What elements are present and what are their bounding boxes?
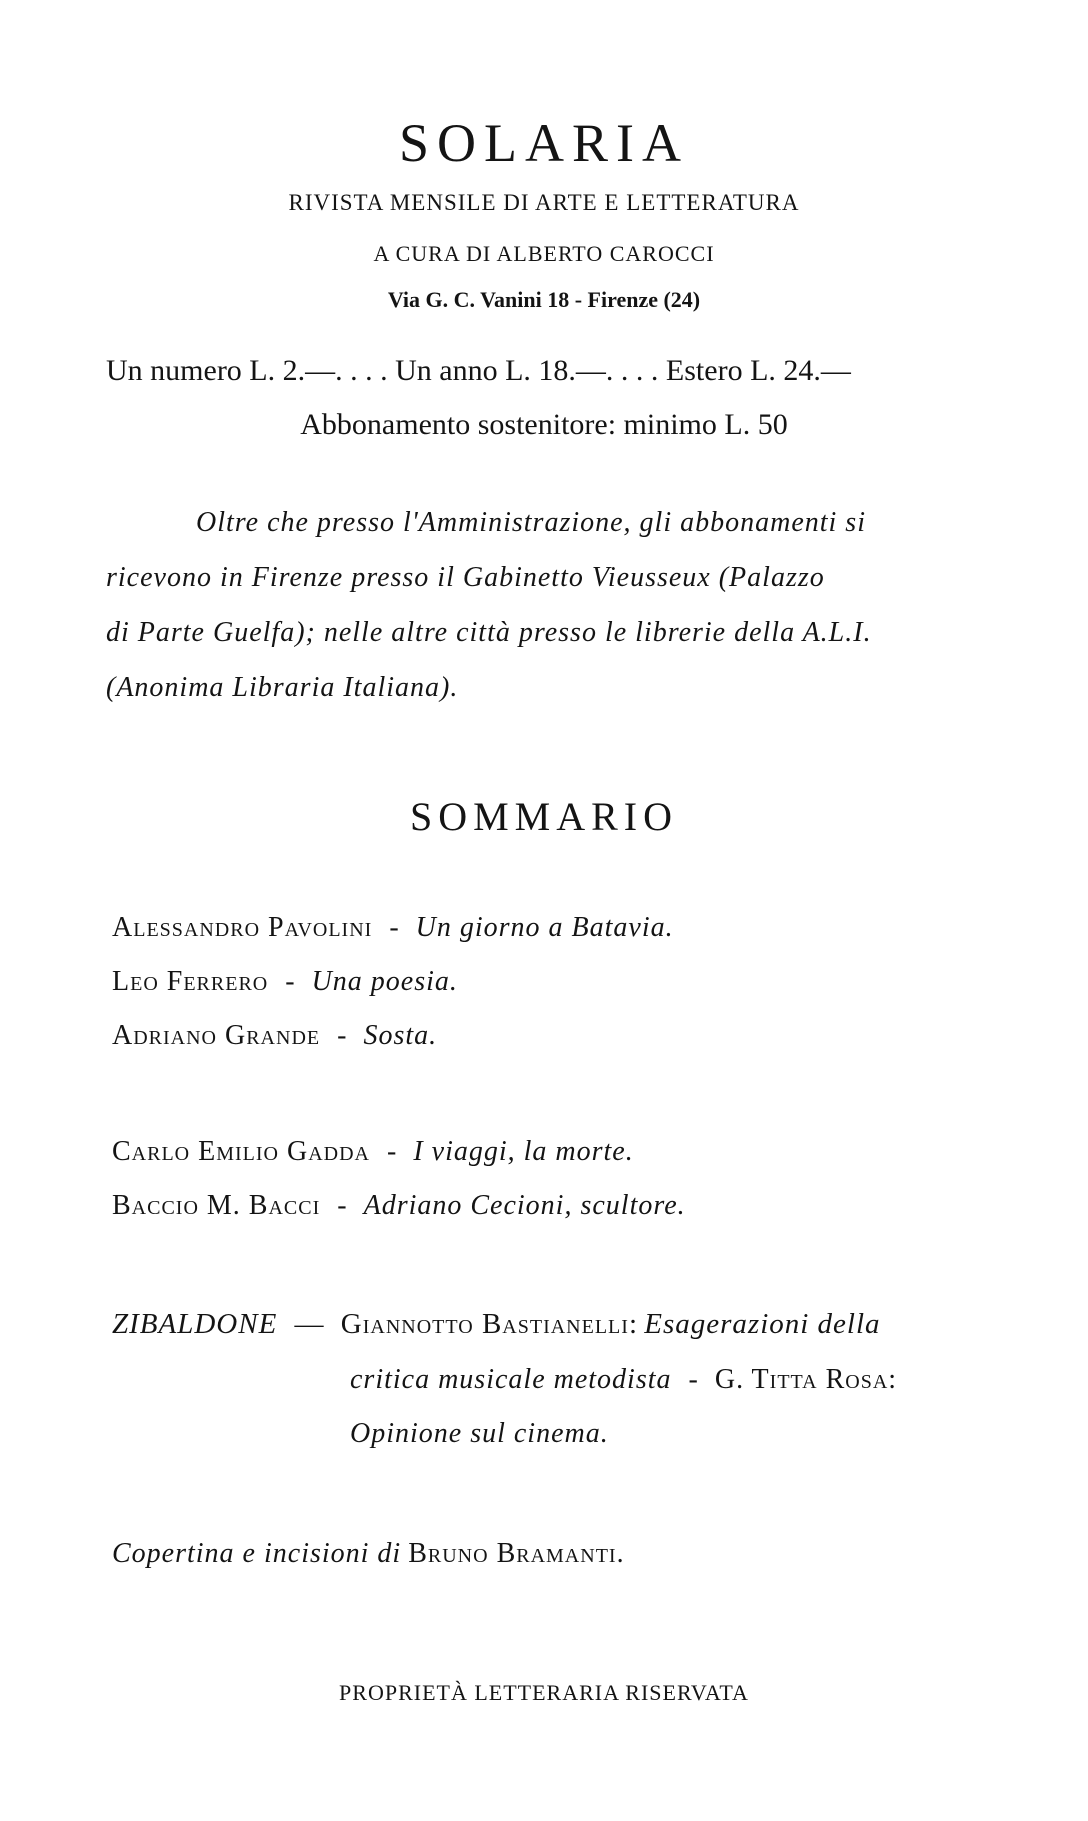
rights-notice: PROPRIETÀ LETTERARIA RISERVATA [339,1680,749,1705]
cover-credit [112,1538,625,1570]
toc-entry: Alessandro Pavolini - Un giorno a Batavia. [112,912,674,943]
toc-author: Adriano Grande [112,1020,321,1051]
masthead-curator: A CURA DI ALBERTO CAROCCI [373,241,715,266]
notice-line: (Anonima Libraria Italiana). [106,672,459,703]
toc-entry: Baccio M. Bacci - Adriano Cecioni, scultore. [112,1190,686,1221]
toc-author: Carlo Emilio Gadda [112,1136,370,1167]
zibaldone-entry-cont: critica musicale metodista - G. Titta Rosa: [350,1364,897,1395]
subscription-line: Abbonamento sostenitore: minimo L. 50 [300,408,788,441]
notice-line: di Parte Guelfa); nelle altre città presso le librerie della A.L.I. [106,617,872,648]
zibaldone-entry-cont [350,1418,609,1450]
toc-entry: Adriano Grande - Sosta. [112,1020,438,1051]
masthead-subtitle: RIVISTA MENSILE DI ARTE E LETTERATURA [288,190,800,215]
toc-work: Un giorno a Batavia. [415,912,674,943]
zibaldone-entry: ZIBALDONE — Giannotto Bastianelli: Esagerazioni della [112,1308,881,1340]
zibaldone-author: Giannotto Bastianelli [340,1308,629,1340]
notice-line: ricevono in Firenze presso il Gabinetto Vieusseux (Palazzo [106,562,825,593]
cover-artist: Bruno Bramanti. [408,1538,625,1569]
toc-work: Sosta. [363,1020,438,1051]
zibaldone-label: ZIBALDONE [112,1308,278,1340]
subscription-notice [106,495,1051,715]
toc-entry: Carlo Emilio Gadda - I viaggi, la morte. [112,1136,634,1167]
sommario-heading: SOMMARIO [409,794,679,839]
toc-author: Leo Ferrero [112,966,269,997]
masthead-title: SOLARIA [398,113,689,173]
toc-entry: Leo Ferrero - Una poesia. [112,966,458,997]
zibaldone-author: G. Titta Rosa [714,1364,889,1395]
notice-line: Oltre che presso l'Amministrazione, gli abbonamenti si [196,507,866,538]
zibaldone-work: critica musicale metodista [350,1364,672,1395]
price-line: Un numero L. 2.—. . . . Un anno L. 18.—. . . . Estero L. 24.— [106,354,851,387]
toc-author: Alessandro Pavolini [112,912,373,943]
toc-work: I viaggi, la morte. [413,1136,634,1167]
toc-author: Baccio M. Bacci [112,1190,321,1221]
masthead-address: Via G. C. Vanini 18 - Firenze (24) [387,287,701,312]
zibaldone-work: Esagerazioni della [644,1308,881,1340]
toc-work: Una poesia. [311,966,458,997]
toc-work: Adriano Cecioni, scultore. [363,1190,686,1221]
cover-prefix: Copertina e incisioni di [112,1538,402,1569]
zibaldone-work: Opinione sul cinema. [350,1418,609,1449]
